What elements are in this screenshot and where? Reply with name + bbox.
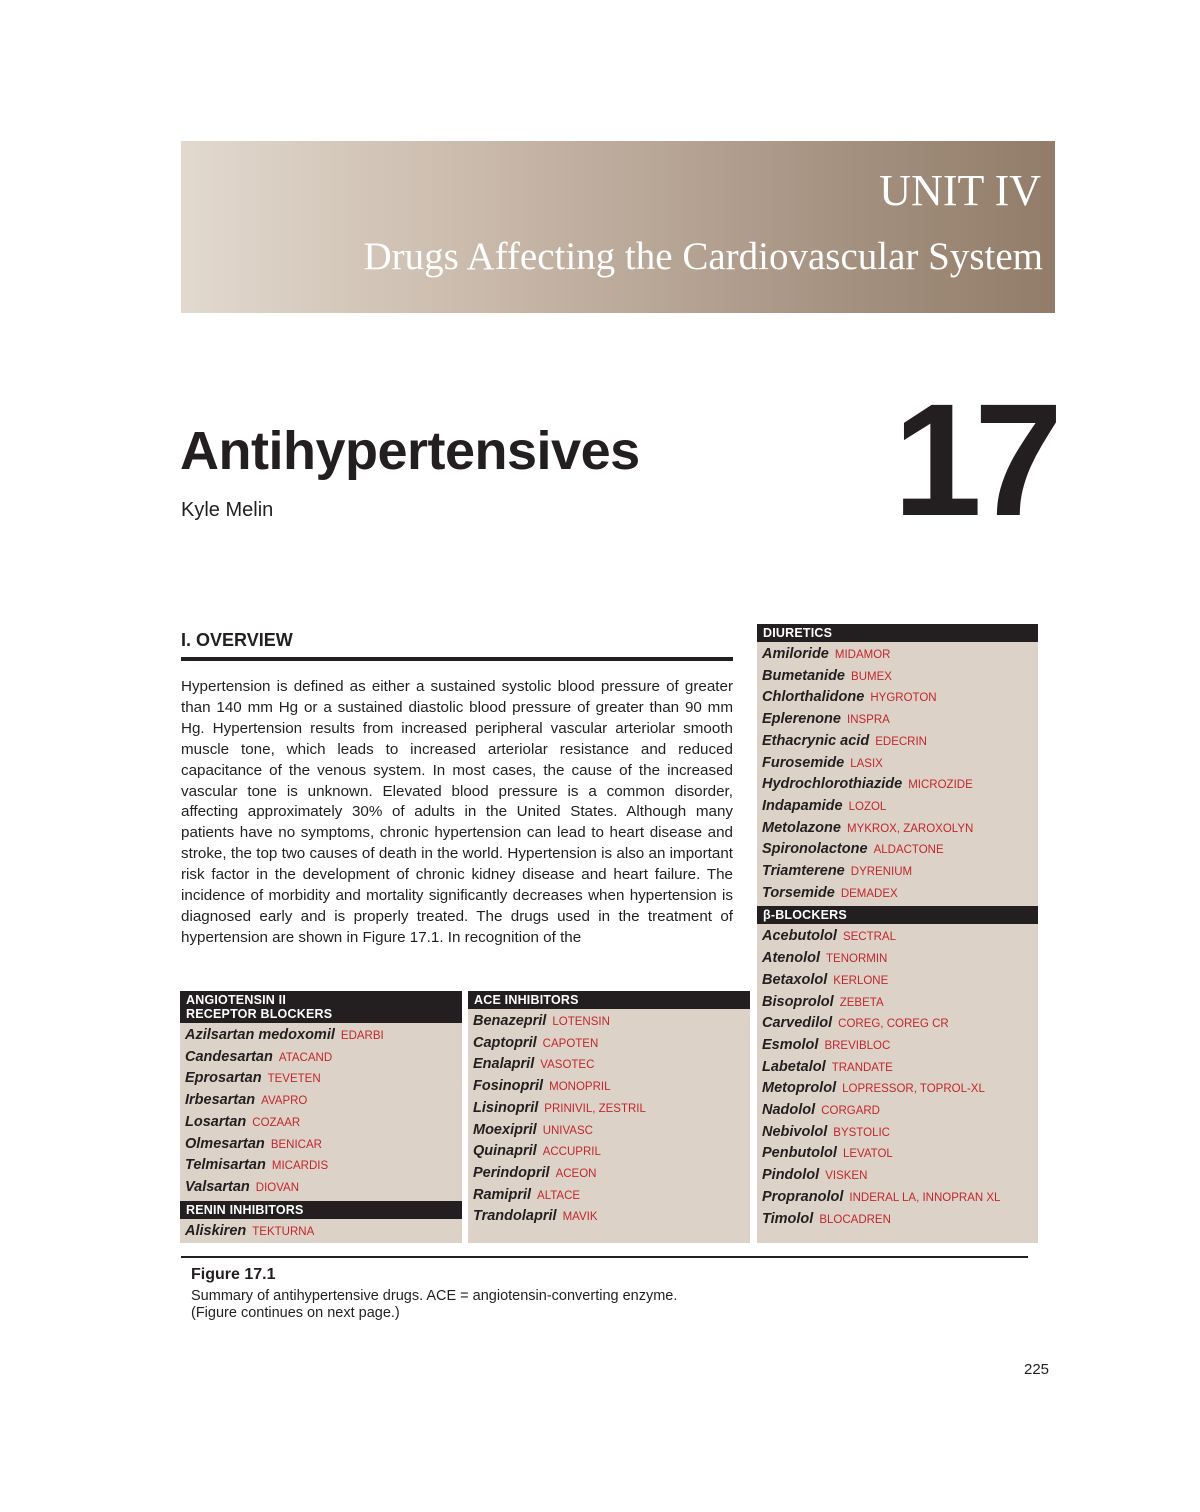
drug-brand-name: ALDACTONE <box>873 844 944 857</box>
chapter-number: 17 <box>893 370 1055 549</box>
drug-generic-name: Triamterene <box>762 863 845 880</box>
figure-rule <box>181 1256 1028 1258</box>
drug-generic-name: Spironolactone <box>762 841 868 858</box>
drug-entry <box>757 1209 1038 1231</box>
drug-generic-name: Irbesartan <box>185 1092 256 1109</box>
drug-brand-name: TEVETEN <box>267 1073 321 1086</box>
drug-generic-name: Indapamide <box>762 797 843 814</box>
drug-entry <box>757 753 1038 775</box>
drug-generic-name: Nebivolol <box>762 1123 828 1140</box>
beta-blockers-heading: β-BLOCKERS <box>757 906 1038 924</box>
drug-brand-name: EDECRIN <box>875 735 927 748</box>
drug-entry <box>757 731 1038 753</box>
drug-generic-name: Fosinopril <box>473 1078 544 1095</box>
drug-entry <box>757 1165 1038 1187</box>
drug-brand-name: BENICAR <box>270 1138 322 1151</box>
drug-generic-name: Metolazone <box>762 819 841 836</box>
unit-banner <box>181 141 1055 313</box>
drug-generic-name: Eplerenone <box>762 711 841 728</box>
drug-brand-name: CORGARD <box>821 1105 880 1118</box>
figure-label: Figure 17.1 <box>191 1266 276 1283</box>
drug-entry <box>757 687 1038 709</box>
arb-heading <box>180 991 462 1023</box>
figure-caption <box>191 1288 677 1322</box>
drug-brand-name: INSPRA <box>847 714 890 727</box>
drug-brand-name: DEMADEX <box>840 887 898 900</box>
drug-entry <box>468 1011 750 1033</box>
chapter-author: Kyle Melin <box>181 499 274 521</box>
drug-generic-name: Losartan <box>185 1113 247 1130</box>
figure-caption-line2: (Figure continues on next page.) <box>191 1305 400 1321</box>
diuretics-beta-panel <box>757 624 1038 1243</box>
drug-entry <box>757 796 1038 818</box>
drug-entry <box>757 861 1038 883</box>
drug-brand-name: LOPRESSOR, TOPROL-XL <box>842 1083 985 1096</box>
drug-brand-name: MICROZIDE <box>908 779 973 792</box>
drug-generic-name: Moexipril <box>473 1121 537 1138</box>
drug-brand-name: BLOCADREN <box>819 1213 891 1226</box>
drug-brand-name: VISKEN <box>825 1170 868 1183</box>
drug-brand-name: MIDAMOR <box>834 649 891 661</box>
drug-brand-name: LOTENSIN <box>552 1016 610 1028</box>
arb-drug-list <box>180 1023 462 1199</box>
drug-entry <box>757 970 1038 992</box>
drug-entry <box>468 1054 750 1076</box>
drug-entry <box>468 1098 750 1120</box>
drug-generic-name: Valsartan <box>185 1178 250 1195</box>
drug-brand-name: INDERAL LA, INNOPRAN XL <box>849 1191 1001 1204</box>
drug-brand-name: MONOPRIL <box>549 1081 611 1094</box>
drug-entry <box>757 839 1038 861</box>
drug-entry <box>757 1035 1038 1057</box>
drug-entry <box>468 1033 750 1055</box>
drug-entry <box>180 1090 462 1112</box>
drug-generic-name: Furosemide <box>762 754 845 771</box>
renin-drug-list <box>180 1219 462 1243</box>
unit-title: Drugs Affecting the Cardiovascular System <box>363 235 1043 278</box>
renin-heading: RENIN INHIBITORS <box>180 1201 462 1219</box>
drug-entry <box>757 1143 1038 1165</box>
chapter-title: Antihypertensives <box>180 421 640 481</box>
drug-brand-name: COZAAR <box>252 1116 301 1129</box>
drug-entry <box>757 709 1038 731</box>
drug-generic-name: Candesartan <box>185 1048 273 1065</box>
drug-entry <box>757 948 1038 970</box>
drug-entry <box>757 1057 1038 1079</box>
arb-heading-line2: RECEPTOR BLOCKERS <box>186 1007 333 1021</box>
drug-generic-name: Nadolol <box>762 1102 816 1119</box>
drug-generic-name: Enalapril <box>473 1056 535 1073</box>
drug-generic-name: Pindolol <box>762 1167 820 1184</box>
drug-entry <box>757 992 1038 1014</box>
drug-entry <box>468 1163 750 1185</box>
drug-brand-name: MAVIK <box>562 1211 598 1224</box>
drug-entry <box>757 926 1038 948</box>
drug-brand-name: MICARDIS <box>271 1160 329 1173</box>
drug-brand-name: ALTACE <box>537 1189 581 1202</box>
page-number: 225 <box>1024 1361 1050 1378</box>
drug-entry <box>757 1078 1038 1100</box>
drug-generic-name: Bumetanide <box>762 667 845 684</box>
drug-brand-name: ATACAND <box>278 1051 333 1064</box>
drug-brand-name: ZEBETA <box>839 996 884 1009</box>
drug-entry <box>468 1206 750 1228</box>
drug-generic-name: Captopril <box>473 1034 537 1051</box>
drug-brand-name: BREVIBLOC <box>824 1039 891 1052</box>
diuretics-drug-list <box>757 642 1038 904</box>
drug-generic-name: Telmisartan <box>185 1157 266 1174</box>
drug-brand-name: HYGROTON <box>870 692 937 705</box>
arb-heading-line1: ANGIOTENSIN II <box>186 993 287 1007</box>
drug-generic-name: Quinapril <box>473 1143 537 1160</box>
drug-brand-name: COREG, COREG CR <box>838 1018 949 1031</box>
beta-blockers-drug-list <box>757 924 1038 1230</box>
drug-generic-name: Atenolol <box>762 950 820 967</box>
diuretics-heading: DIURETICS <box>757 624 1038 642</box>
drug-brand-name: AVAPRO <box>261 1095 308 1108</box>
drug-brand-name: CAPOTEN <box>542 1037 599 1050</box>
overview-heading: I. OVERVIEW <box>181 630 733 661</box>
drug-entry <box>180 1177 462 1199</box>
drug-entry <box>180 1221 462 1243</box>
drug-generic-name: Bisoprolol <box>762 993 834 1010</box>
drug-brand-name: UNIVASC <box>542 1124 593 1137</box>
drug-brand-name: DIOVAN <box>255 1181 300 1194</box>
drug-generic-name: Ethacrynic acid <box>762 732 870 749</box>
ace-heading: ACE INHIBITORS <box>468 991 750 1009</box>
drug-brand-name: ACEON <box>555 1167 597 1180</box>
drug-brand-name: TEKTURNA <box>252 1225 315 1238</box>
drug-entry <box>180 1155 462 1177</box>
overview-paragraph: Hypertension is defined as either a sustained systolic blood pressure of greater than 140 mm Hg or a sustained diastolic blood pressure of greater than 90 mm Hg. Hypertension results from increased peripheral vascular arteriolar smooth muscle tone, which leads to increased arteriolar resistance and reduced capacitance of the venous system. In most cases, the cause of the increased vascular tone is unknown. Elevated blood pressure is a common disorder, affecting approximately 30% of adults in the United States. Although many patients have no symptoms, chronic hypertension can lead to heart disease and stroke, the top two causes of death in the world. Hypertension is also an important risk factor in the development of chronic kidney disease and heart failure. The incidence of morbidity and mortality significantly decreases when hypertension is diagnosed early and is properly treated. The drugs used in the treatment of hypertension are shown in Figure 17.1. In recognition of the <box>181 678 733 946</box>
drug-generic-name: Perindopril <box>473 1164 550 1181</box>
drug-generic-name: Penbutolol <box>762 1145 837 1162</box>
drug-brand-name: TENORMIN <box>826 953 888 966</box>
drug-entry <box>757 666 1038 688</box>
drug-generic-name: Timolol <box>762 1210 814 1227</box>
drug-brand-name: TRANDATE <box>831 1061 893 1074</box>
drug-generic-name: Torsemide <box>762 884 835 901</box>
drug-brand-name: SECTRAL <box>842 931 896 944</box>
drug-generic-name: Hydrochlorothiazide <box>762 776 903 793</box>
drug-brand-name: LEVATOL <box>842 1148 893 1161</box>
drug-generic-name: Ramipril <box>473 1186 532 1203</box>
drug-brand-name: BUMEX <box>851 670 892 683</box>
drug-generic-name: Aliskiren <box>185 1222 247 1239</box>
drug-generic-name: Acebutolol <box>762 928 837 945</box>
drug-entry <box>468 1141 750 1163</box>
drug-brand-name: VASOTEC <box>540 1059 595 1072</box>
arb-panel <box>180 991 462 1243</box>
drug-brand-name: EDARBI <box>340 1030 384 1042</box>
drug-brand-name: LOZOL <box>848 800 887 813</box>
drug-generic-name: Labetalol <box>762 1058 826 1075</box>
drug-brand-name: ACCUPRIL <box>542 1146 601 1159</box>
ace-panel <box>468 991 750 1243</box>
drug-entry <box>180 1112 462 1134</box>
drug-entry <box>757 774 1038 796</box>
drug-generic-name: Metoprolol <box>762 1080 837 1097</box>
drug-entry <box>180 1025 462 1047</box>
drug-generic-name: Esmolol <box>762 1036 819 1053</box>
drug-entry <box>757 644 1038 666</box>
drug-generic-name: Benazepril <box>473 1013 547 1029</box>
drug-generic-name: Amiloride <box>762 646 829 662</box>
drug-entry <box>757 1013 1038 1035</box>
drug-entry <box>757 883 1038 905</box>
drug-entry <box>757 1122 1038 1144</box>
drug-entry <box>757 818 1038 840</box>
drug-entry <box>468 1076 750 1098</box>
drug-entry <box>757 1100 1038 1122</box>
drug-entry <box>757 1187 1038 1209</box>
drug-brand-name: DYRENIUM <box>850 866 913 879</box>
drug-entry <box>180 1134 462 1156</box>
drug-entry <box>180 1047 462 1069</box>
drug-brand-name: MYKROX, ZAROXOLYN <box>846 822 974 835</box>
drug-entry <box>468 1120 750 1142</box>
drug-generic-name: Chlorthalidone <box>762 689 865 706</box>
drug-generic-name: Betaxolol <box>762 971 828 988</box>
drug-entry <box>468 1185 750 1207</box>
drug-entry <box>180 1068 462 1090</box>
drug-brand-name: KERLONE <box>833 974 889 987</box>
figure-caption-line1: Summary of antihypertensive drugs. ACE = angiotensin-converting enzyme. <box>191 1288 678 1304</box>
unit-label: UNIT IV <box>879 166 1041 215</box>
drug-brand-name: BYSTOLIC <box>833 1126 890 1139</box>
drug-generic-name: Olmesartan <box>185 1135 265 1152</box>
drug-generic-name: Azilsartan medoxomil <box>185 1027 335 1043</box>
drug-brand-name: LASIX <box>850 757 883 770</box>
drug-generic-name: Lisinopril <box>473 1099 539 1116</box>
drug-generic-name: Trandolapril <box>473 1208 557 1225</box>
ace-drug-list <box>468 1009 750 1228</box>
drug-generic-name: Propranolol <box>762 1188 844 1205</box>
drug-brand-name: PRINIVIL, ZESTRIL <box>544 1102 646 1115</box>
drug-generic-name: Carvedilol <box>762 1015 833 1032</box>
drug-generic-name: Eprosartan <box>185 1070 262 1087</box>
